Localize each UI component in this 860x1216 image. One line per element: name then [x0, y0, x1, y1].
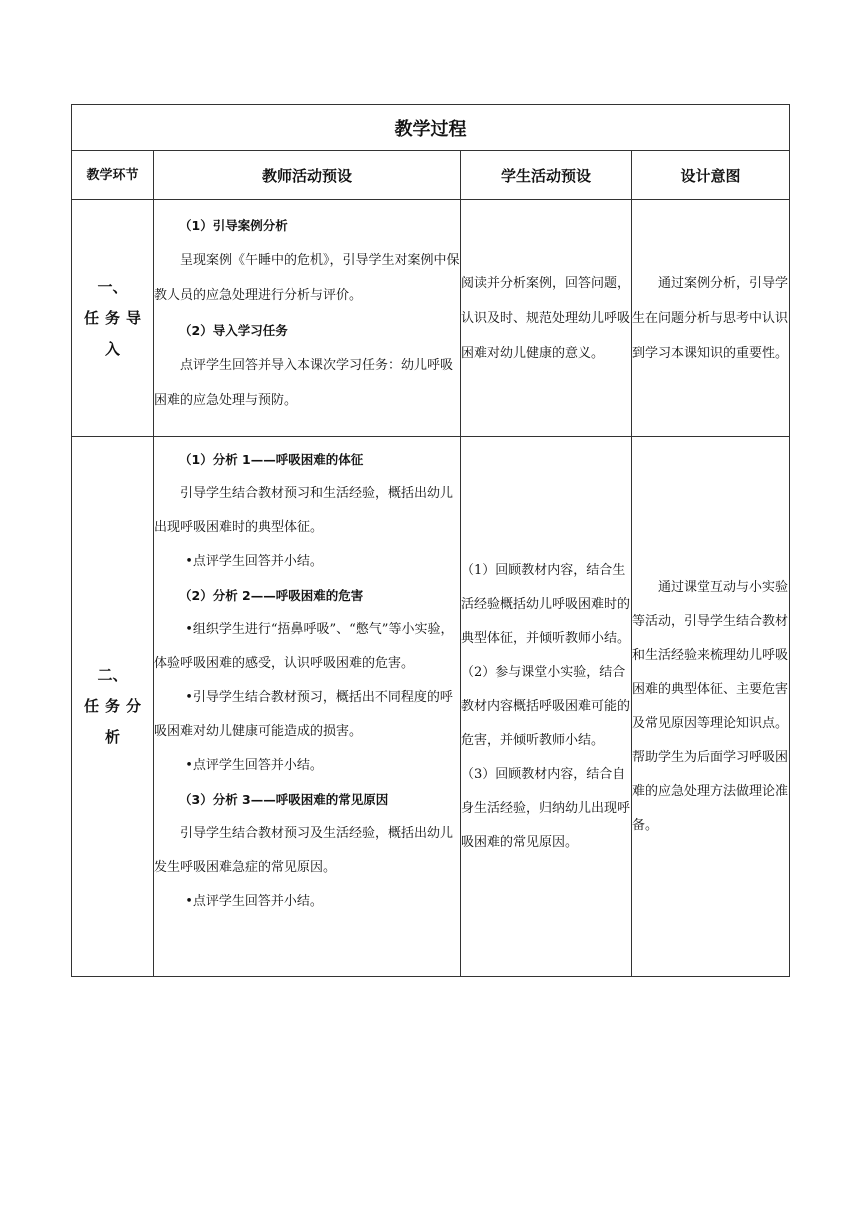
teaching-process-table: [71, 104, 790, 977]
teacher-subheading: （2）分析 2——呼吸困难的危害: [179, 588, 364, 603]
teacher-paragraph: 点评学生回答并导入本课次学习任务：幼儿呼吸困难的应急处理与预防。: [154, 358, 454, 408]
table-row: [72, 200, 790, 437]
teacher-bullet: •点评学生回答并小结。: [185, 554, 323, 569]
teacher-subheading: （3）分析 3——呼吸困难的常见原因: [179, 792, 389, 807]
stage-name: 任务分析: [83, 697, 147, 746]
header-teacher: 教师活动预设: [154, 151, 461, 200]
teacher-bullet: •组织学生进行“捂鼻呼吸”、“憋气”等小实验，体验呼吸困难的感受，认识呼吸困难的危害。: [154, 622, 454, 671]
table-row: [72, 437, 790, 977]
teacher-activity-cell: [154, 437, 461, 977]
teacher-subheading: （1）分析 1——呼吸困难的体征: [179, 452, 364, 467]
teacher-subheading: （2）导入学习任务: [179, 323, 288, 338]
stage-number: 一、: [97, 277, 128, 296]
teacher-paragraph: 引导学生结合教材预习及生活经验，概括出幼儿发生呼吸困难急症的常见原因。: [154, 826, 454, 875]
stage-number: 二、: [97, 666, 128, 684]
header-design: 设计意图: [632, 151, 790, 200]
design-paragraph: 通过案例分析，引导学生在问题分析与思考中认识到学习本课知识的重要性。: [632, 275, 789, 361]
student-paragraph: 阅读并分析案例，回答问题，认识及时、规范处理幼儿呼吸困难对幼儿健康的意义。: [461, 275, 631, 361]
design-intent-cell: [632, 200, 790, 437]
stage-cell: [72, 200, 154, 437]
teacher-bullet: •点评学生回答并小结。: [185, 894, 323, 909]
student-paragraph: （2）参与课堂小实验，结合教材内容概括呼吸困难可能的危害，并倾听教师小结。: [461, 664, 631, 748]
teacher-paragraph: 引导学生结合教材预习和生活经验，概括出幼儿出现呼吸困难时的典型体征。: [154, 486, 454, 535]
design-paragraph: 通过课堂互动与小实验等活动，引导学生结合教材和生活经验来梳理幼儿呼吸困难的典型体征、主要危害及常见原因等理论知识点。帮助学生为后面学习呼吸困难的应急处理方法做理论准备。: [632, 579, 789, 833]
teacher-activity-cell: [154, 200, 461, 437]
teacher-paragraph: 呈现案例《午睡中的危机》，引导学生对案例中保教人员的应急处理进行分析与评价。: [154, 253, 460, 303]
teacher-subheading: （1）引导案例分析: [179, 218, 288, 233]
student-paragraph: （1）回顾教材内容，结合生活经验概括幼儿呼吸困难时的典型体征，并倾听教师小结。: [461, 562, 631, 646]
header-stage: 教学环节: [72, 151, 154, 200]
teacher-bullet: •点评学生回答并小结。: [185, 758, 323, 773]
teacher-bullet: •引导学生结合教材预习，概括出不同程度的呼吸困难对幼儿健康可能造成的损害。: [154, 690, 453, 739]
stage-name: 任务导入: [83, 308, 147, 358]
design-intent-cell: [632, 437, 790, 977]
header-student: 学生活动预设: [461, 151, 632, 200]
student-activity-cell: [461, 437, 632, 977]
student-paragraph: （3）回顾教材内容，结合自身生活经验，归纳幼儿出现呼吸困难的常见原因。: [461, 766, 631, 850]
stage-cell: [72, 437, 154, 977]
table-title: 教学过程: [72, 105, 790, 151]
student-activity-cell: [461, 200, 632, 437]
